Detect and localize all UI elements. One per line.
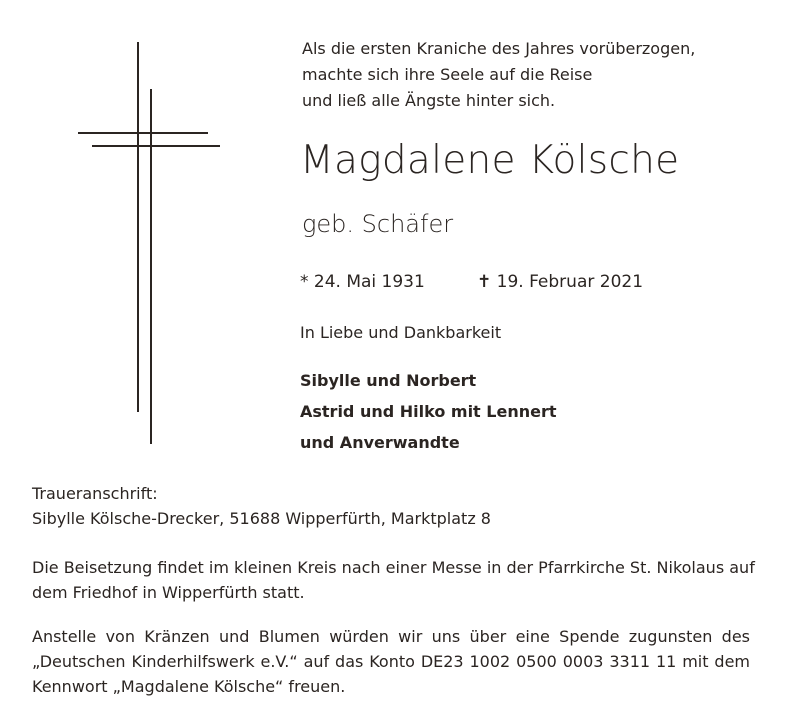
poem <box>302 36 695 114</box>
mourners-intro: In Liebe und Dankbarkeit <box>300 323 502 342</box>
cross-line-vertical-1 <box>137 42 139 412</box>
poem-line: machte sich ihre Seele auf die Reise <box>302 65 593 84</box>
deceased-name: Magdalene Kölsche <box>300 138 680 183</box>
born-name: geb. Schäfer <box>302 210 454 238</box>
cross-line-horizontal-2 <box>92 145 220 147</box>
donation-note <box>32 624 750 699</box>
donation-note-line: Kennwort „Magdalene Kölsche“ freuen. <box>32 677 346 696</box>
poem-line: und ließ alle Ängste hinter sich. <box>302 91 556 110</box>
funeral-note <box>32 555 782 605</box>
poem-line: Als die ersten Kraniche des Jahres vorüberzogen, <box>302 39 696 58</box>
mourner-name: Astrid und Hilko mit Lennert <box>300 402 557 421</box>
mourner-name: und Anverwandte <box>300 433 460 452</box>
address-line: Sibylle Kölsche-Drecker, 51688 Wipperfürth, Marktplatz 8 <box>32 509 491 528</box>
birth-date: * 24. Mai 1931 <box>300 272 425 292</box>
mourners-list <box>300 365 556 458</box>
mourner-name: Sibylle und Norbert <box>300 371 477 390</box>
death-date: ✝ 19. Februar 2021 <box>477 272 644 292</box>
donation-note-line: „Deutschen Kinderhilfswerk e.V.“ auf das Konto DE23 1002 0500 0003 3311 11 mit dem <box>32 652 750 671</box>
funeral-note-line: Die Beisetzung findet im kleinen Kreis nach einer Messe in der Pfarrkirche St. Nikolaus auf <box>32 558 755 577</box>
cross-line-horizontal-1 <box>78 132 208 134</box>
funeral-note-line: dem Friedhof in Wipperfürth statt. <box>32 583 305 602</box>
mourning-address <box>32 481 491 531</box>
address-label: Traueranschrift: <box>32 484 158 503</box>
cross-line-vertical-2 <box>150 89 152 444</box>
donation-note-line: Anstelle von Kränzen und Blumen würden wir uns über eine Spende zugunsten des <box>32 627 750 646</box>
